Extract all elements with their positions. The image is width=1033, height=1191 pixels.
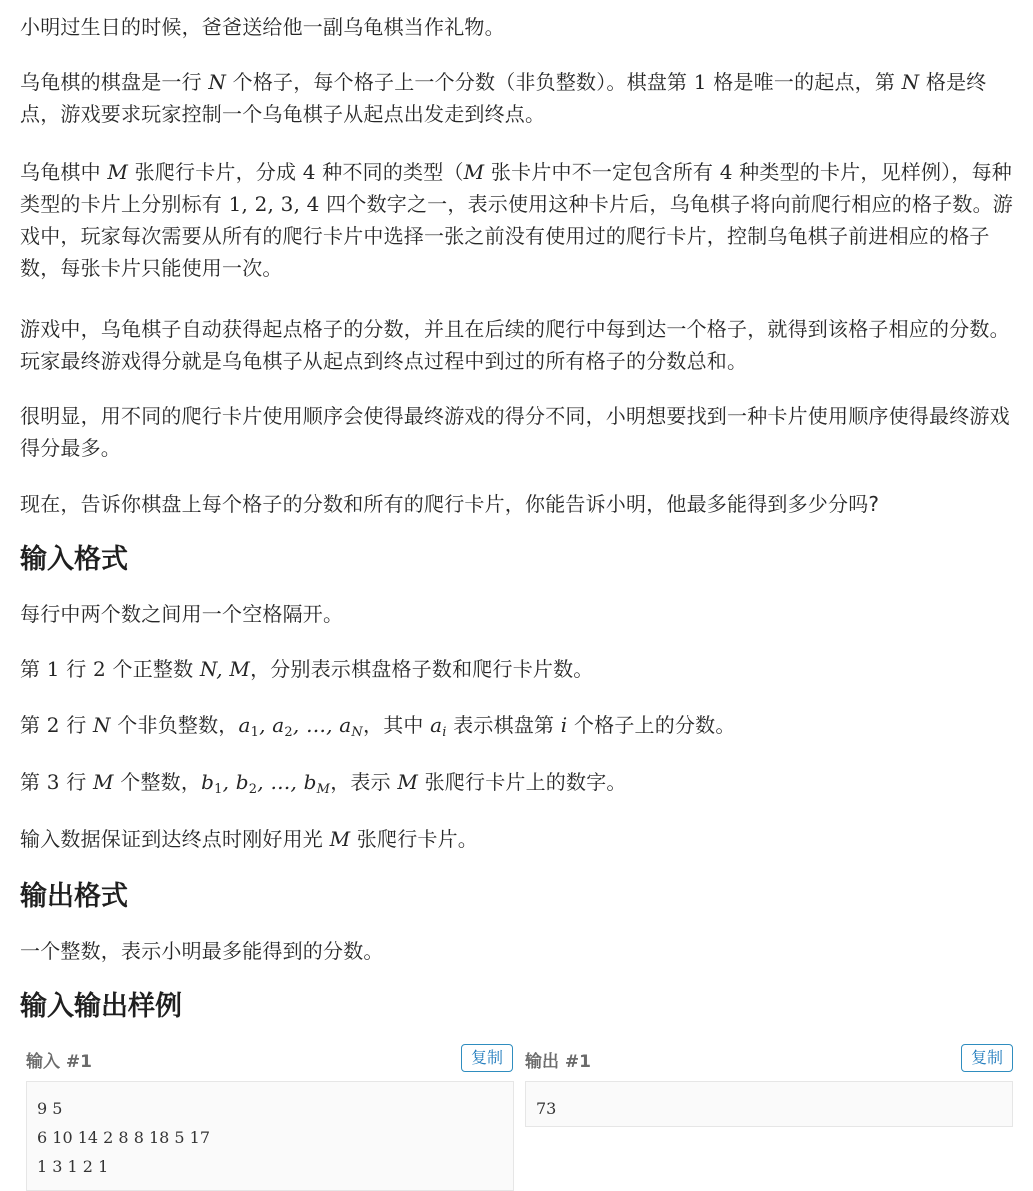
output-format-heading: 输出格式 — [20, 881, 128, 912]
input-format-heading: 输入格式 — [20, 544, 128, 575]
sample-input-box[interactable]: 9 5 6 10 14 2 8 8 18 5 17 1 3 1 2 1 — [26, 1081, 514, 1191]
input-format-line-4: 输入数据保证到达终点时刚好用光 M 张爬行卡片。 — [20, 827, 479, 851]
input-format-line-3: 第 3 行 M 个整数，$b_1$, $b_2$, …, $b_M$，表示 M 张爬行卡片上的数字。 — [20, 770, 627, 797]
input-format-line-1: 第 1 行 2 个正整数 N, M，分别表示棋盘格子数和爬行卡片数。 — [20, 657, 594, 681]
description-paragraph-1: 小明过生日的时候，爸爸送给他一副乌龟棋当作礼物。 — [20, 15, 505, 39]
description-paragraph-6: 现在，告诉你棋盘上每个格子的分数和所有的爬行卡片，你能告诉小明，他最多能得到多少分吗? — [20, 492, 880, 516]
description-paragraph-5: 很明显，用不同的爬行卡片使用顺序会使得最终游戏的得分不同，小明想要找到一种卡片使用顺序使得最终游戏得分最多。 — [20, 404, 1010, 460]
description-paragraph-2: 乌龟棋的棋盘是一行 N 个格子，每个格子上一个分数（非负整数）。棋盘第 1 格是唯一的起点，第 N 格是终点，游戏要求玩家控制一个乌龟棋子从起点出发走到终点。 — [20, 70, 987, 126]
sample-output-box[interactable]: 73 — [525, 1081, 1013, 1127]
sample-output-label: 输出 #1 — [525, 1052, 591, 1072]
input-format-line-0: 每行中两个数之间用一个空格隔开。 — [20, 602, 344, 626]
sample-input-label: 输入 #1 — [26, 1052, 92, 1072]
copy-input-button[interactable]: 复制 — [461, 1044, 513, 1072]
output-format-line: 一个整数，表示小明最多能得到的分数。 — [20, 939, 384, 963]
description-paragraph-4: 游戏中，乌龟棋子自动获得起点格子的分数，并且在后续的爬行中每到达一个格子，就得到该格子相应的分数。玩家最终游戏得分就是乌龟棋子从起点到终点过程中到过的所有格子的分数总和。 — [20, 317, 1010, 373]
samples-heading: 输入输出样例 — [20, 991, 182, 1022]
input-format-line-2: 第 2 行 N 个非负整数，$a_1$, $a_2$, …, $a_N$，其中 $a_i$ 表示棋盘第 i 个格子上的分数。 — [20, 713, 736, 740]
description-paragraph-3: 乌龟棋中 M 张爬行卡片，分成 4 种不同的类型（M 张卡片中不一定包含所有 4 种类型的卡片，见样例），每种类型的卡片上分别标有 1, 2, 3, 4 四个数字之一，表示使用这种卡片后，乌龟棋子将向前爬行相应的格子数。游戏中，玩家每次需要从所有的爬行卡片中选择一张之前没有使用过的爬行卡片，控制乌龟棋子前进相应的格子数，每张卡片只能使用一次。 — [20, 160, 1013, 280]
copy-output-button[interactable]: 复制 — [961, 1044, 1013, 1072]
